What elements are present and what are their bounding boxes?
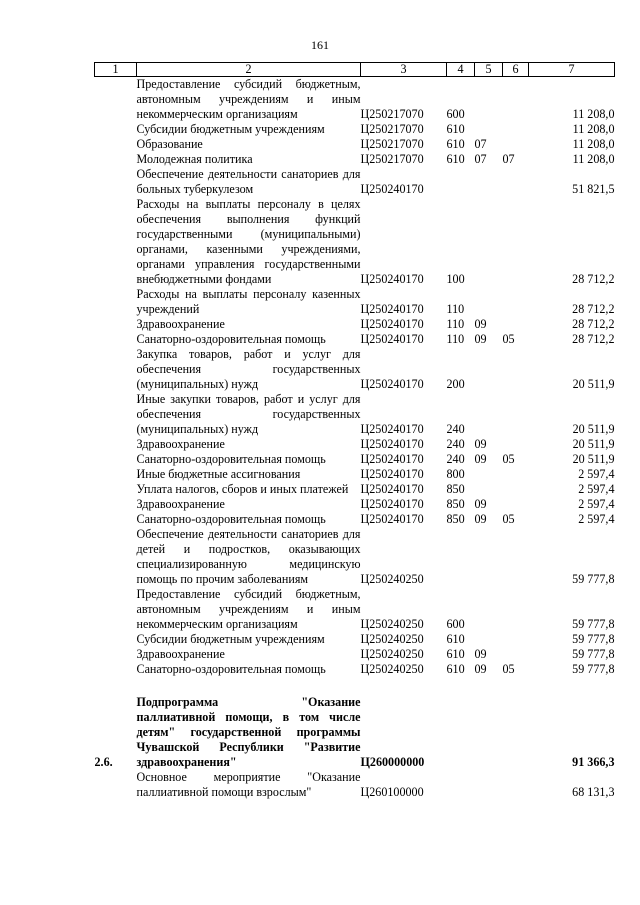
target-article-code: Ц250217070: [360, 152, 424, 166]
target-article-code: Ц250240170: [360, 302, 424, 316]
item-name: Здравоохранение: [136, 647, 225, 661]
subsection: [503, 587, 529, 632]
spacer-cell: [95, 677, 615, 695]
section: 07: [474, 152, 487, 166]
item-number: [95, 587, 137, 632]
section: [475, 167, 503, 197]
item-number: [95, 122, 137, 137]
column-number: 2: [137, 63, 361, 77]
target-article-code: Ц250240170: [360, 482, 424, 496]
amount: 11 208,0: [572, 107, 615, 121]
expense-group: [447, 167, 475, 197]
column-number: 4: [447, 63, 475, 77]
section: 09: [474, 452, 487, 466]
amount: 28 712,2: [572, 302, 615, 316]
target-article-code: Ц250240170: [360, 422, 424, 436]
subsection: [503, 647, 529, 662]
item-name: Обеспечение деятельности санаториев для детей и подростков, оказывающих специализированную медицинскую помощь по прочим заболеваниям: [136, 527, 361, 586]
section: [475, 392, 503, 437]
item-name: Расходы на выплаты персоналу в целях обеспечения выполнения функций государственными (муниципальными) органами, казенными учреждениями, органами управления государственными внебюджетными фондами: [136, 197, 361, 286]
subsection: [503, 287, 529, 317]
subsection: [503, 317, 529, 332]
subsection: [503, 467, 529, 482]
subsection: [503, 392, 529, 437]
expense-group: 610: [446, 647, 465, 661]
item-number: 2.6.: [94, 755, 113, 769]
target-article-code: Ц250240170: [360, 317, 424, 331]
subsection: [503, 137, 529, 152]
section: 07: [474, 137, 487, 151]
amount: 59 777,8: [572, 572, 615, 586]
item-name: Уплата налогов, сборов и иных платежей: [136, 482, 349, 496]
subsection: [503, 197, 529, 287]
target-article-code: Ц250240170: [360, 512, 424, 526]
item-name: Субсидии бюджетным учреждениям: [136, 632, 325, 646]
table-row: [95, 662, 615, 677]
subsection: [503, 695, 529, 770]
table-row: [95, 437, 615, 452]
amount: 20 511,9: [572, 377, 615, 391]
section: [475, 287, 503, 317]
table-row: [95, 512, 615, 527]
item-number: [95, 197, 137, 287]
target-article-code: Ц250240170: [360, 272, 424, 286]
target-article-code: Ц250240250: [360, 662, 424, 676]
item-number: [95, 497, 137, 512]
column-number: 7: [529, 63, 615, 77]
table-row: [95, 587, 615, 632]
item-name: Предоставление субсидий бюджетным, автономным учреждениям и иным некоммерческим организациям: [136, 587, 361, 631]
target-article-code: Ц250240170: [360, 497, 424, 511]
target-article-code: Ц250240170: [360, 332, 424, 346]
amount: 2 597,4: [578, 467, 615, 481]
table-row: [95, 167, 615, 197]
expense-group: 110: [446, 332, 465, 346]
expense-group: [447, 770, 475, 800]
section: 09: [474, 317, 487, 331]
section: [475, 587, 503, 632]
amount: 2 597,4: [578, 482, 615, 496]
section: [475, 122, 503, 137]
amount: 59 777,8: [572, 617, 615, 631]
section: [475, 467, 503, 482]
column-number-row: [95, 63, 615, 77]
expense-group: 110: [446, 317, 465, 331]
column-number: 3: [361, 63, 447, 77]
item-number: [95, 392, 137, 437]
subsection: [503, 167, 529, 197]
section: [475, 527, 503, 587]
table-row: [95, 632, 615, 647]
amount: 20 511,9: [572, 452, 615, 466]
table-body: [95, 77, 615, 801]
table-row: [95, 392, 615, 437]
section: 09: [474, 662, 487, 676]
target-article-code: Ц250240250: [360, 572, 424, 586]
table-row: [95, 332, 615, 347]
amount: 28 712,2: [572, 272, 615, 286]
target-article-code: Ц250240250: [360, 617, 424, 631]
subsection: 05: [502, 662, 515, 676]
column-number: 6: [503, 63, 529, 77]
table-row: [95, 317, 615, 332]
item-name: Санаторно-оздоровительная помощь: [136, 512, 326, 526]
subsection: [503, 437, 529, 452]
budget-table: [94, 62, 615, 800]
amount: 11 208,0: [572, 152, 615, 166]
item-name: Иные бюджетные ассигнования: [136, 467, 301, 481]
target-article-code: Ц250240170: [360, 452, 424, 466]
item-name: Здравоохранение: [136, 437, 225, 451]
section: [475, 197, 503, 287]
section: [475, 632, 503, 647]
table-row: [95, 152, 615, 167]
target-article-code: Ц250240170: [360, 377, 424, 391]
section: 09: [474, 437, 487, 451]
expense-group: 110: [446, 302, 465, 316]
subsection: 05: [502, 332, 515, 346]
expense-group: 850: [446, 482, 465, 496]
section: [475, 77, 503, 123]
item-number: [95, 152, 137, 167]
expense-group: 850: [446, 512, 465, 526]
expense-group: 610: [446, 122, 465, 136]
table-row: [95, 497, 615, 512]
table-row: [95, 770, 615, 800]
item-number: [95, 137, 137, 152]
item-number: [95, 527, 137, 587]
page-number: 161: [311, 38, 329, 52]
amount: 68 131,3: [572, 785, 615, 799]
item-name: Основное мероприятие "Оказание паллиативной помощи взрослым": [136, 770, 361, 799]
expense-group: 610: [446, 152, 465, 166]
target-article-code: Ц260000000: [360, 755, 425, 769]
subsection: 07: [502, 152, 515, 166]
target-article-code: Ц250240250: [360, 632, 424, 646]
table-row: [95, 695, 615, 770]
target-article-code: Ц250240170: [360, 182, 424, 196]
item-number: [95, 647, 137, 662]
target-article-code: Ц260100000: [360, 785, 424, 799]
section: 09: [474, 512, 487, 526]
item-name: Образование: [136, 137, 203, 151]
section: [475, 482, 503, 497]
item-number: [95, 287, 137, 317]
section: [475, 770, 503, 800]
item-name: Здравоохранение: [136, 317, 225, 331]
table-row: [95, 482, 615, 497]
subsection: [503, 347, 529, 392]
table-row: [95, 197, 615, 287]
section: [475, 695, 503, 770]
item-name: Молодежная политика: [136, 152, 253, 166]
item-name: Здравоохранение: [136, 497, 225, 511]
subsection: [503, 497, 529, 512]
item-name: Предоставление субсидий бюджетным, автономным учреждениям и иным некоммерческим организациям: [136, 77, 361, 121]
item-number: [95, 482, 137, 497]
expense-group: 610: [446, 662, 465, 676]
expense-group: 100: [446, 272, 465, 286]
column-number: 1: [95, 63, 137, 77]
spacer-row: [95, 677, 615, 695]
expense-group: [447, 695, 475, 770]
expense-group: 600: [446, 617, 465, 631]
expense-group: 240: [446, 452, 465, 466]
subsection: [503, 482, 529, 497]
item-number: [95, 770, 137, 800]
item-number: [95, 452, 137, 467]
amount: 91 366,3: [572, 755, 615, 769]
item-name: Закупка товаров, работ и услуг для обеспечения государственных (муниципальных) нужд: [136, 347, 361, 391]
amount: 59 777,8: [572, 632, 615, 646]
section: [475, 347, 503, 392]
item-number: [95, 332, 137, 347]
item-number: [95, 512, 137, 527]
column-number: 5: [475, 63, 503, 77]
subsection: [503, 527, 529, 587]
table-row: [95, 77, 615, 123]
expense-group: [447, 527, 475, 587]
subsection: 05: [502, 452, 515, 466]
item-number: [95, 317, 137, 332]
table-row: [95, 122, 615, 137]
expense-group: 600: [446, 107, 465, 121]
amount: 59 777,8: [572, 647, 615, 661]
item-name: Субсидии бюджетным учреждениям: [136, 122, 325, 136]
table-row: [95, 467, 615, 482]
table-row: [95, 452, 615, 467]
target-article-code: Ц250240170: [360, 467, 424, 481]
section: 09: [474, 647, 487, 661]
table-row: [95, 647, 615, 662]
amount: 28 712,2: [572, 332, 615, 346]
target-article-code: Ц250217070: [360, 122, 424, 136]
expense-group: 800: [446, 467, 465, 481]
amount: 2 597,4: [578, 512, 615, 526]
item-number: [95, 632, 137, 647]
item-number: [95, 662, 137, 677]
item-number: [95, 77, 137, 123]
table-row: [95, 137, 615, 152]
item-name: Подпрограмма "Оказание паллиативной помощи, в том числе детям" государственной программы Чувашской Республики "Развитие здравоохранения": [136, 695, 361, 769]
amount: 59 777,8: [572, 662, 615, 676]
expense-group: 240: [446, 437, 465, 451]
amount: 51 821,5: [572, 182, 615, 196]
target-article-code: Ц250240250: [360, 647, 424, 661]
expense-group: 610: [446, 137, 465, 151]
item-name: Иные закупки товаров, работ и услуг для обеспечения государственных (муниципальных) нужд: [136, 392, 361, 436]
section: 09: [474, 332, 487, 346]
subsection: [503, 77, 529, 123]
item-name: Санаторно-оздоровительная помощь: [136, 662, 326, 676]
table-row: [95, 287, 615, 317]
item-number: [95, 167, 137, 197]
item-name: Обеспечение деятельности санаториев для больных туберкулезом: [136, 167, 361, 196]
subsection: [503, 122, 529, 137]
item-name: Санаторно-оздоровительная помощь: [136, 332, 326, 346]
amount: 11 208,0: [572, 122, 615, 136]
item-number: [95, 437, 137, 452]
item-number: [95, 347, 137, 392]
item-name: Расходы на выплаты персоналу казенных учреждений: [136, 287, 361, 316]
amount: 20 511,9: [572, 422, 615, 436]
amount: 28 712,2: [572, 317, 615, 331]
amount: 2 597,4: [578, 497, 615, 511]
amount: 11 208,0: [572, 137, 615, 151]
target-article-code: Ц250217070: [360, 107, 424, 121]
subsection: [503, 770, 529, 800]
expense-group: 850: [446, 497, 465, 511]
target-article-code: Ц250217070: [360, 137, 424, 151]
target-article-code: Ц250240170: [360, 437, 424, 451]
table-row: [95, 527, 615, 587]
expense-group: 610: [446, 632, 465, 646]
subsection: [503, 632, 529, 647]
expense-group: 240: [446, 422, 465, 436]
section: 09: [474, 497, 487, 511]
table-row: [95, 347, 615, 392]
item-name: Санаторно-оздоровительная помощь: [136, 452, 326, 466]
amount: 20 511,9: [572, 437, 615, 451]
expense-group: 200: [446, 377, 465, 391]
subsection: 05: [502, 512, 515, 526]
item-number: [95, 467, 137, 482]
